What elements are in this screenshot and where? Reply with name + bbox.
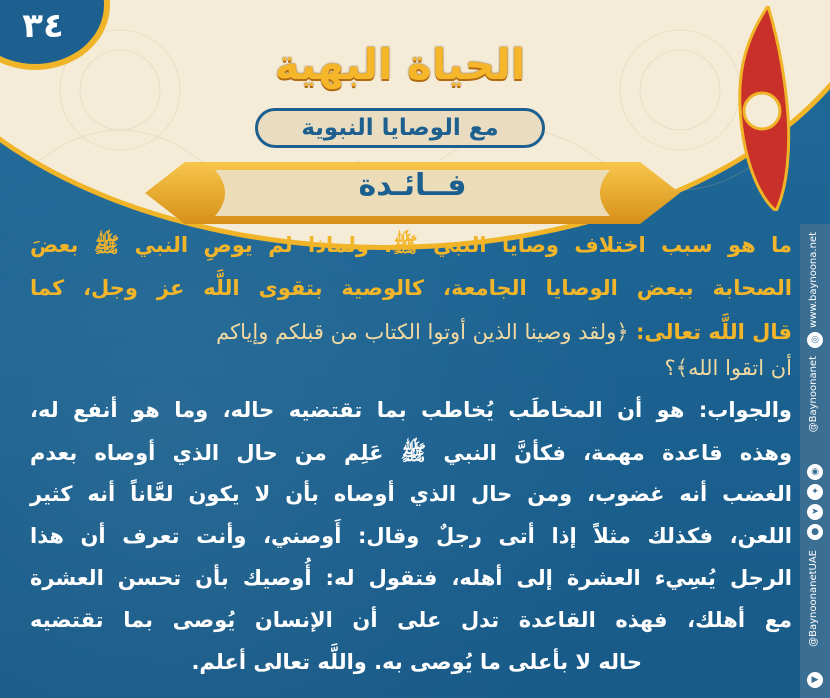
baynoona-logo xyxy=(728,6,792,211)
question-line-1: ما هو سبب اختلاف وصايا النبي ﷺ، ولماذا لم يوصِ النبي ﷺ بعضَ xyxy=(30,233,792,257)
subtitle: مع الوصايا النبوية xyxy=(301,115,499,141)
question-line-4 xyxy=(665,356,793,390)
answer-line-2: وهذه قاعدة مهمة، فكأنَّ النبي ﷺ عَلِم من حال الذي أوصاه بعدم xyxy=(30,441,792,465)
episode-number: ٣٤ xyxy=(22,6,64,46)
answer-line-1: والجواب: هو أن المخاطَب يُخاطب بما تقتضيه حاله، وما هو أنفع له، xyxy=(30,398,792,422)
question-line-3 xyxy=(30,320,792,354)
handle-baynoonanet[interactable]: @Baynoonanet xyxy=(808,356,819,433)
website-link[interactable]: www.baynoona.net xyxy=(808,232,819,328)
twitter-icon: ✦ xyxy=(807,484,823,500)
answer-line-4: اللعن، فكذلك مثلاً إذا أتى رجلٌ وقال: أَوصني، وأنت تعرف أن هذا xyxy=(30,524,792,548)
page-title: الحياة البهية xyxy=(274,40,526,89)
globe-icon: ◎ xyxy=(807,332,823,348)
banner-label: فــائـدة xyxy=(358,168,467,203)
subtitle-pill xyxy=(255,108,545,148)
social-sidebar xyxy=(800,224,830,698)
question-line-2: الصحابة ببعض الوصايا الجامعة، كالوصية بتقوى اللَّه عز وجل، كما xyxy=(30,276,792,300)
telegram-icon: ➤ xyxy=(807,504,823,520)
answer-line-3: الغضب أنه غضوب، ومن حال الذي أوصاه بأن لا يكون لعَّاناً أنه كثير xyxy=(30,482,792,506)
quran-quote-part-1: ﴿ولقد وصينا الذين أوتوا الكتاب من قبلكم وإياكم xyxy=(216,320,629,344)
answer-line-5: الرجل يُسِيء العشرة إلى أهله، فتقول له: أُوصيك بأن تحسن العشرة xyxy=(30,566,792,590)
quran-quote-part-2: أن اتقوا الله﴾؟ xyxy=(664,356,792,380)
youtube-icon: ▶ xyxy=(807,672,823,688)
handle-baynoonanetuae[interactable]: @BaynoonanetUAE xyxy=(808,550,819,647)
answer-line-6: مع أهلك، فهذه القاعدة تدل على أن الإنسان يُوصى بما تقتضيه xyxy=(30,608,792,632)
answer-line-7: حاله لا بأعلى ما يُوصى به. واللَّه تعالى أعلم. xyxy=(191,650,642,674)
instagram-icon: ◉ xyxy=(807,464,823,480)
snapchat-icon: ● xyxy=(807,524,823,540)
question-prefix: قال اللَّه تعالى: xyxy=(635,320,792,344)
